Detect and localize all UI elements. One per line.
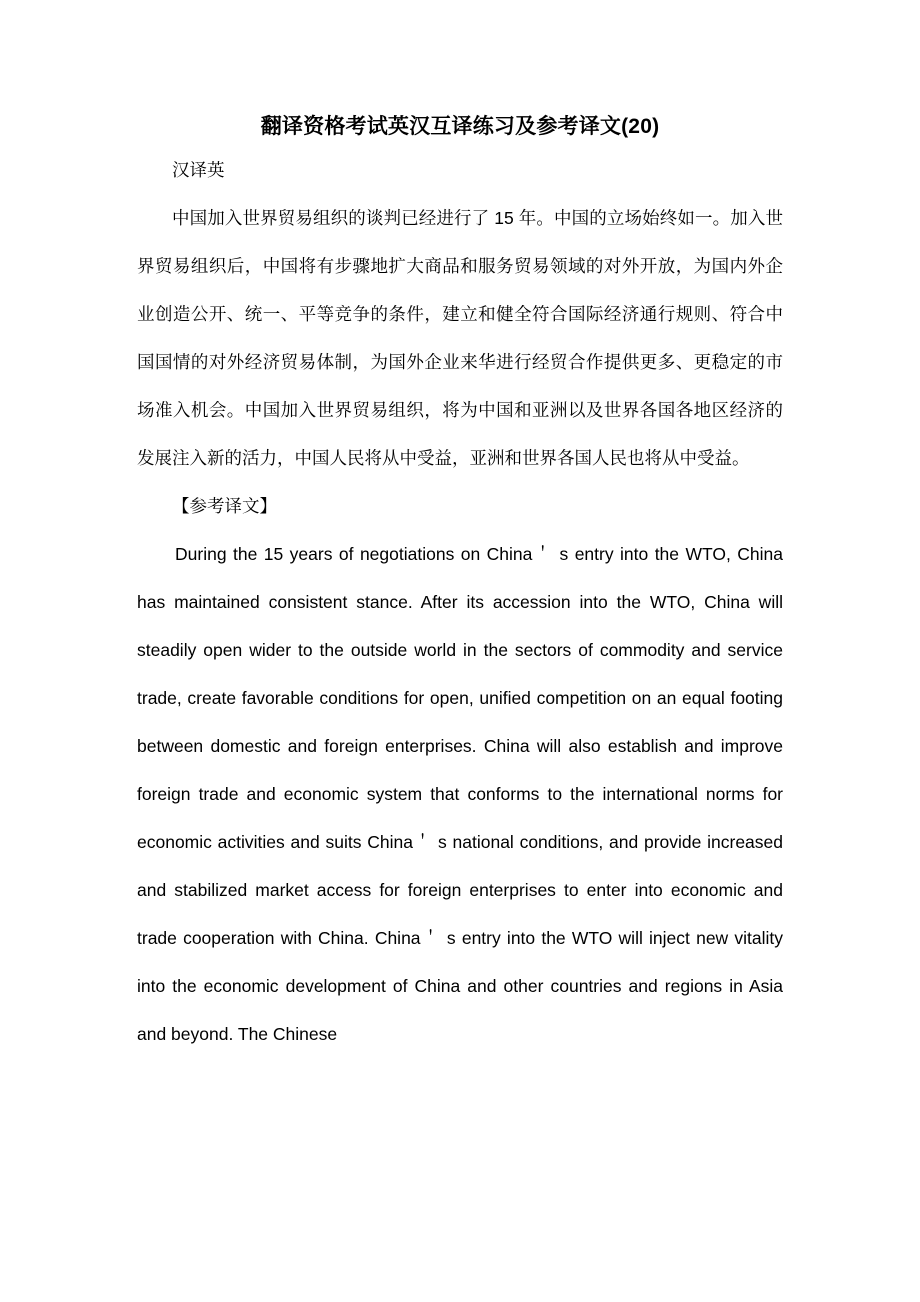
reference-translation-paragraph: During the 15 years of negotiations on China＇ s entry into the WTO, China has maintained consistent stance. After its accession into the WTO, China will steadily open wider to the outside world in the sectors of commodity and service trade, create favorable conditions for open, unified competition on an equal footing between domestic and foreign enterprises. China will also establish and improve foreign trade and economic system that conforms to the international norms for economic activities and suits China＇ s national conditions, and provide increased and stabilized market access for foreign enterprises to enter into economic and trade cooperation with China. China＇ s entry into the WTO will inject new vitality into the economic development of China and other countries and regions in Asia and beyond. The Chinese [137, 544, 783, 1044]
source-text-paragraph: 中国加入世界贸易组织的谈判已经进行了 15 年。中国的立场始终如一。加入世界贸易组织后，中国将有步骤地扩大商品和服务贸易领域的对外开放，为国内外企业创造公开、统一、平等竞争的条件，建立和健全符合国际经济通行规则、符合中国国情的对外经济贸易体制，为国外企业来华进行经贸合作提供更多、更稳定的市场准入机会。中国加入世界贸易组织，将为中国和亚洲以及世界各国各地区经济的发展注入新的活力，中国人民将从中受益，亚洲和世界各国人民也将从中受益。 [137, 208, 783, 468]
page-content [137, 112, 783, 1058]
page-title: 翻译资格考试英汉互译练习及参考译文(20) [260, 115, 660, 138]
section-label-chinese-to-english: 汉译英 [172, 160, 225, 180]
reference-translation-label: 【参考译文】 [172, 496, 277, 516]
